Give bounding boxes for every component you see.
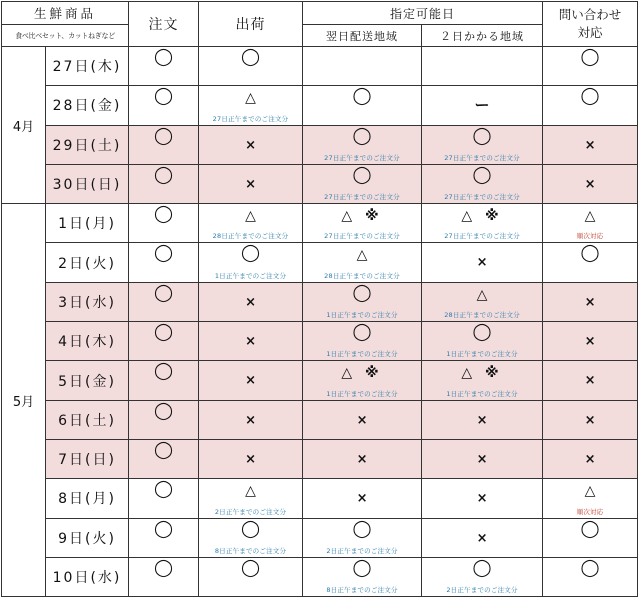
status-triangle-note-icon: △ ※ xyxy=(341,365,383,382)
day-label: 9日(火) xyxy=(46,518,129,557)
two-day-cell xyxy=(422,243,543,282)
order-cell xyxy=(129,518,199,557)
status-circle-icon: ◯ xyxy=(154,164,174,185)
status-triangle-icon: △ xyxy=(245,483,256,500)
inquiry-header-line2: 対応 xyxy=(577,25,603,40)
order-deadline-note: 27日正午までのご注文分 xyxy=(444,153,520,162)
order-cell xyxy=(129,322,199,361)
status-cross-icon: × xyxy=(245,294,256,310)
shipping-cell xyxy=(199,322,303,361)
next-day-cell xyxy=(303,282,422,321)
day-label: 30日(日) xyxy=(46,164,129,203)
two-day-cell xyxy=(422,322,543,361)
order-cell xyxy=(129,361,199,400)
status-triangle-icon: △ xyxy=(584,208,596,225)
order-cell xyxy=(129,125,199,164)
shipping-cell xyxy=(199,479,303,518)
schedule-row xyxy=(2,322,638,361)
two-day-cell xyxy=(422,518,543,557)
order-cell xyxy=(129,243,199,282)
day-label: 29日(土) xyxy=(46,125,129,164)
status-triangle-icon: △ xyxy=(584,483,596,500)
status-circle-icon: ◯ xyxy=(352,125,372,146)
schedule-body xyxy=(2,47,638,597)
status-circle-icon: ◯ xyxy=(154,282,174,303)
order-deadline-note: 2日正午までのご注文分 xyxy=(446,586,518,595)
order-deadline-note: 27日正午までのご注文分 xyxy=(212,114,289,123)
status-cross-icon: × xyxy=(584,294,596,310)
order-cell xyxy=(129,86,199,125)
order-deadline-note: 1日正午までのご注文分 xyxy=(446,389,518,398)
inquiry-header-line1: 問い合わせ xyxy=(558,7,622,22)
inquiry-cell xyxy=(543,243,638,282)
day-label: 4日(木) xyxy=(46,322,129,361)
next-day-cell xyxy=(303,47,422,86)
order-deadline-note: 8日正午までのご注文分 xyxy=(326,586,398,595)
two-day-cell xyxy=(422,361,543,400)
status-circle-icon: ◯ xyxy=(580,518,600,539)
month-may: 5月 xyxy=(2,204,46,597)
order-deadline-note: 27日正午までのご注文分 xyxy=(444,232,520,241)
product-header: 生鮮商品 xyxy=(2,2,129,25)
status-circle-icon: ◯ xyxy=(154,400,174,421)
status-circle-icon: ◯ xyxy=(580,47,600,67)
next-day-cell xyxy=(303,361,422,400)
order-deadline-note: 1日正午までのご注文分 xyxy=(326,389,398,398)
order-cell xyxy=(129,204,199,243)
status-cross-icon: × xyxy=(584,176,596,192)
status-circle-icon: ◯ xyxy=(352,164,372,185)
next-day-cell xyxy=(303,125,422,164)
status-cross-icon: × xyxy=(584,373,596,389)
two-day-cell xyxy=(422,47,543,86)
inquiry-cell xyxy=(543,322,638,361)
order-header: 注文 xyxy=(129,2,199,47)
order-deadline-note: 2日正午までのご注文分 xyxy=(214,507,287,516)
inquiry-cell xyxy=(543,361,638,400)
next-day-cell xyxy=(303,243,422,282)
status-circle-icon: ◯ xyxy=(352,282,372,303)
status-triangle-icon: △ xyxy=(476,286,488,303)
schedule-row xyxy=(2,439,638,478)
inquiry-cell xyxy=(543,518,638,557)
status-cross-icon: × xyxy=(584,137,596,153)
status-circle-icon: ◯ xyxy=(472,164,492,185)
inquiry-cell xyxy=(543,125,638,164)
status-circle-icon: ◯ xyxy=(472,125,492,146)
day-label: 3日(水) xyxy=(46,282,129,321)
delivery-schedule-table xyxy=(1,1,638,597)
order-deadline-note: 27日正午までのご注文分 xyxy=(324,232,400,241)
next-day-cell xyxy=(303,164,422,203)
status-circle-icon: ◯ xyxy=(154,243,174,264)
inquiry-cell xyxy=(543,86,638,125)
shipping-cell xyxy=(199,400,303,439)
shipping-cell xyxy=(199,361,303,400)
day-label: 7日(日) xyxy=(46,439,129,478)
inquiry-cell xyxy=(543,282,638,321)
day-label: 27日(木) xyxy=(46,47,129,86)
status-triangle-note-icon: △ ※ xyxy=(461,365,503,382)
status-circle-icon: ◯ xyxy=(154,322,174,343)
shipping-cell xyxy=(199,439,303,478)
status-circle-icon: ◯ xyxy=(154,204,174,225)
status-triangle-note-icon: △ ※ xyxy=(461,208,503,225)
status-cross-icon: × xyxy=(245,176,256,192)
order-deadline-note: 28日正午までのご注文分 xyxy=(324,271,400,280)
two-day-cell xyxy=(422,479,543,518)
two-day-cell xyxy=(422,125,543,164)
status-cross-icon: × xyxy=(476,255,488,271)
day-label: 2日(火) xyxy=(46,243,129,282)
inquiry-cell xyxy=(543,557,638,596)
order-cell xyxy=(129,557,199,596)
status-circle-icon: ◯ xyxy=(241,518,261,539)
shipping-cell xyxy=(199,282,303,321)
inquiry-cell xyxy=(543,479,638,518)
shipping-cell xyxy=(199,243,303,282)
inquiry-cell xyxy=(543,400,638,439)
status-circle-icon: ◯ xyxy=(352,518,372,539)
status-cross-icon: × xyxy=(584,334,596,350)
status-circle-icon: ◯ xyxy=(352,557,372,578)
schedule-row xyxy=(2,282,638,321)
order-cell xyxy=(129,479,199,518)
next-day-cell xyxy=(303,557,422,596)
order-deadline-note: 1日正午までのご注文分 xyxy=(326,350,398,359)
status-cross-icon: × xyxy=(584,412,596,428)
schedule-row xyxy=(2,164,638,203)
order-deadline-note: 1日正午までのご注文分 xyxy=(214,271,287,280)
header-row-2 xyxy=(2,25,638,47)
day-label: 1日(月) xyxy=(46,204,129,243)
status-cross-icon: × xyxy=(245,373,256,389)
schedule-row xyxy=(2,557,638,596)
two-day-cell xyxy=(422,557,543,596)
status-circle-icon: ◯ xyxy=(154,125,174,146)
status-circle-icon: ◯ xyxy=(154,86,174,107)
next-day-cell xyxy=(303,518,422,557)
schedule-row xyxy=(2,361,638,400)
two-day-cell xyxy=(422,86,543,125)
order-cell xyxy=(129,400,199,439)
status-cross-icon: × xyxy=(245,334,256,350)
two-day-region-header: ２日かかる地域 xyxy=(422,25,543,47)
shipping-cell xyxy=(199,204,303,243)
shipping-cell xyxy=(199,47,303,86)
header-row-1 xyxy=(2,2,638,25)
shipping-cell xyxy=(199,557,303,596)
order-deadline-note: 28日正午までのご注文分 xyxy=(212,232,289,241)
shipping-cell xyxy=(199,164,303,203)
schedule-row xyxy=(2,400,638,439)
status-dash-icon: ー xyxy=(474,96,490,115)
status-cross-icon: × xyxy=(245,137,256,153)
status-cross-icon: × xyxy=(476,451,488,467)
status-circle-icon: ◯ xyxy=(352,86,372,107)
order-deadline-note: 28日正午までのご注文分 xyxy=(444,311,520,320)
order-deadline-note: 27日正午までのご注文分 xyxy=(324,193,400,202)
status-cross-icon: × xyxy=(476,530,488,546)
day-label: 28日(金) xyxy=(46,86,129,125)
schedule-row xyxy=(2,125,638,164)
status-circle-icon: ◯ xyxy=(580,86,600,107)
status-circle-icon: ◯ xyxy=(472,557,492,578)
schedule-row xyxy=(2,47,638,86)
delivery-date-header: 指定可能日 xyxy=(303,2,543,25)
status-cross-icon: × xyxy=(356,491,368,507)
status-triangle-icon: △ xyxy=(245,208,256,225)
status-cross-icon: × xyxy=(476,491,488,507)
next-day-cell xyxy=(303,439,422,478)
next-day-cell xyxy=(303,400,422,439)
status-cross-icon: × xyxy=(476,412,488,428)
two-day-cell xyxy=(422,439,543,478)
status-circle-icon: ◯ xyxy=(154,47,174,67)
status-triangle-icon: △ xyxy=(356,247,368,264)
order-deadline-note: 27日正午までのご注文分 xyxy=(444,193,520,202)
schedule-row xyxy=(2,243,638,282)
day-label: 6日(土) xyxy=(46,400,129,439)
status-triangle-note-icon: △ ※ xyxy=(341,208,383,225)
inquiry-cell xyxy=(543,47,638,86)
status-circle-icon: ◯ xyxy=(154,518,174,539)
status-circle-icon: ◯ xyxy=(241,243,261,264)
order-cell xyxy=(129,439,199,478)
status-circle-icon: ◯ xyxy=(580,243,600,264)
two-day-cell xyxy=(422,282,543,321)
status-circle-icon: ◯ xyxy=(154,361,174,382)
status-cross-icon: × xyxy=(584,451,596,467)
inquiry-cell xyxy=(543,164,638,203)
status-cross-icon: × xyxy=(356,412,368,428)
product-subheader: 食べ比べセット、カットねぎなど xyxy=(2,25,129,47)
status-cross-icon: × xyxy=(245,451,256,467)
two-day-cell xyxy=(422,204,543,243)
status-circle-icon: ◯ xyxy=(352,322,372,343)
next-day-cell xyxy=(303,322,422,361)
order-cell xyxy=(129,282,199,321)
status-cross-icon: × xyxy=(356,451,368,467)
order-deadline-note: 1日正午までのご注文分 xyxy=(446,350,518,359)
status-circle-icon: ◯ xyxy=(154,479,174,500)
status-cross-icon: × xyxy=(245,412,256,428)
status-circle-icon: ◯ xyxy=(241,557,261,578)
shipping-cell xyxy=(199,125,303,164)
inquiry-cell xyxy=(543,204,638,243)
next-day-cell xyxy=(303,86,422,125)
shipping-cell xyxy=(199,518,303,557)
status-circle-icon: ◯ xyxy=(580,557,600,578)
schedule-row xyxy=(2,204,638,243)
order-cell xyxy=(129,164,199,203)
status-circle-icon: ◯ xyxy=(154,557,174,578)
sequential-response-note: 順次対応 xyxy=(576,232,604,241)
inquiry-cell xyxy=(543,439,638,478)
schedule-row xyxy=(2,479,638,518)
order-deadline-note: 2日正午までのご注文分 xyxy=(326,546,398,555)
schedule-row xyxy=(2,518,638,557)
status-circle-icon: ◯ xyxy=(154,439,174,460)
day-label: 8日(月) xyxy=(46,479,129,518)
next-day-cell xyxy=(303,479,422,518)
status-circle-icon: ◯ xyxy=(241,47,261,67)
order-deadline-note: 1日正午までのご注文分 xyxy=(326,311,398,320)
status-triangle-icon: △ xyxy=(245,90,256,107)
next-day-region-header: 翌日配送地域 xyxy=(303,25,422,47)
order-cell xyxy=(129,47,199,86)
day-label: 10日(水) xyxy=(46,557,129,596)
schedule-row xyxy=(2,86,638,125)
shipping-cell xyxy=(199,86,303,125)
status-circle-icon: ◯ xyxy=(472,322,492,343)
sequential-response-note: 順次対応 xyxy=(576,507,604,516)
inquiry-header xyxy=(543,2,638,47)
two-day-cell xyxy=(422,164,543,203)
two-day-cell xyxy=(422,400,543,439)
shipping-header: 出荷 xyxy=(199,2,303,47)
order-deadline-note: 8日正午までのご注文分 xyxy=(214,546,287,555)
next-day-cell xyxy=(303,204,422,243)
month-april: 4月 xyxy=(2,47,46,204)
order-deadline-note: 27日正午までのご注文分 xyxy=(324,153,400,162)
day-label: 5日(金) xyxy=(46,361,129,400)
